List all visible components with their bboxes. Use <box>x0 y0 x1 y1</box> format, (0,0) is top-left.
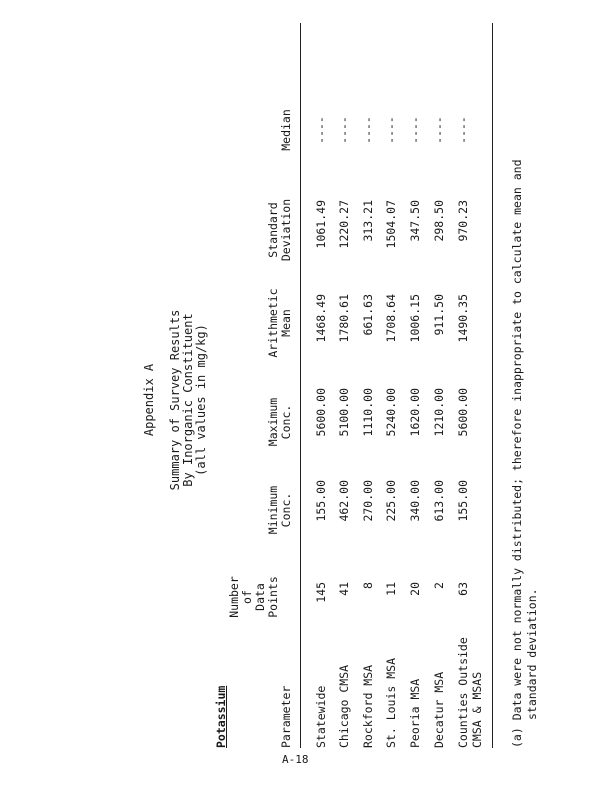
cell-median: ---- <box>361 116 375 144</box>
cell-parameter: Statewide <box>314 685 328 748</box>
cell-min: 225.00 <box>384 480 398 522</box>
cell-median: ---- <box>314 116 328 144</box>
cell-min: 155.00 <box>456 480 470 522</box>
table-row <box>314 0 330 800</box>
table-row <box>456 0 484 800</box>
table-row <box>337 0 353 800</box>
cell-parameter: Decatur MSA <box>432 671 446 748</box>
table-subtitle: By Inorganic Constituent <box>181 313 195 487</box>
cell-max: 1210.00 <box>432 388 446 437</box>
page-number: A-18 <box>282 753 309 766</box>
cell-median: ---- <box>337 116 351 144</box>
cell-median: ---- <box>408 116 422 144</box>
cell-median: ---- <box>432 116 446 144</box>
footnote-line-1: (a) Data were not normally distributed; therefore inappropriate to calculate mean and <box>510 159 524 748</box>
cell-max: 1110.00 <box>361 388 375 437</box>
cell-max: 5100.00 <box>337 388 351 437</box>
header-rule <box>300 23 301 748</box>
col-max: Maximum Conc. <box>266 397 293 447</box>
cell-mean: 1708.64 <box>384 294 398 343</box>
cell-min: 270.00 <box>361 480 375 522</box>
cell-sd: 298.50 <box>432 200 446 242</box>
cell-mean: 661.63 <box>361 294 375 336</box>
cell-parameter: Peoria MSA <box>408 678 422 748</box>
cell-min: 613.00 <box>432 480 446 522</box>
units-note: (all values in mg/kg) <box>194 324 208 476</box>
col-mean: Arithmetic Mean <box>266 288 293 358</box>
cell-parameter: Counties Outside CMSA & MSAS <box>456 637 484 748</box>
cell-parameter: Chicago CMSA <box>337 664 351 748</box>
col-median: Median <box>279 109 293 151</box>
cell-median: ---- <box>384 116 398 144</box>
bottom-rule <box>492 23 493 748</box>
footnote-line-2: standard deviation. <box>525 588 539 720</box>
cell-min: 340.00 <box>408 480 422 522</box>
cell-sd: 1061.49 <box>314 200 328 249</box>
col-parameter: Parameter <box>279 685 293 748</box>
cell-points: 41 <box>337 582 351 596</box>
cell-max: 5600.00 <box>314 388 328 437</box>
cell-mean: 911.50 <box>432 294 446 336</box>
col-sd: Standard Deviation <box>266 198 293 262</box>
table-row <box>384 0 400 800</box>
cell-sd: 313.21 <box>361 200 375 242</box>
cell-parameter: Rockford MSA <box>361 664 375 748</box>
cell-max: 5600.00 <box>456 388 470 437</box>
cell-min: 462.00 <box>337 480 351 522</box>
cell-points: 2 <box>432 582 446 589</box>
cell-sd: 970.23 <box>456 200 470 242</box>
cell-sd: 1504.07 <box>384 200 398 249</box>
table-row <box>361 0 377 800</box>
cell-points: 145 <box>314 582 328 603</box>
cell-max: 5240.00 <box>384 388 398 437</box>
cell-points: 8 <box>361 582 375 589</box>
table-title: Summary of Survey Results <box>168 309 182 491</box>
cell-min: 155.00 <box>314 480 328 522</box>
cell-parameter: St. Louis MSA <box>384 657 398 748</box>
col-points: Number of Data Points <box>227 576 280 618</box>
cell-mean: 1490.35 <box>456 294 470 343</box>
table-row <box>408 0 424 800</box>
col-min: Minimum Conc. <box>266 485 293 535</box>
table-row <box>432 0 448 800</box>
appendix-label: Appendix A <box>142 363 156 437</box>
cell-median: ---- <box>456 116 470 144</box>
cell-points: 20 <box>408 582 422 596</box>
cell-points: 63 <box>456 582 470 596</box>
parameter-name: Potassium <box>214 685 228 748</box>
cell-sd: 347.50 <box>408 200 422 242</box>
cell-points: 11 <box>384 582 398 596</box>
cell-mean: 1006.15 <box>408 294 422 343</box>
cell-max: 1620.00 <box>408 388 422 437</box>
cell-mean: 1780.61 <box>337 294 351 343</box>
cell-sd: 1220.27 <box>337 200 351 249</box>
cell-mean: 1468.49 <box>314 294 328 343</box>
